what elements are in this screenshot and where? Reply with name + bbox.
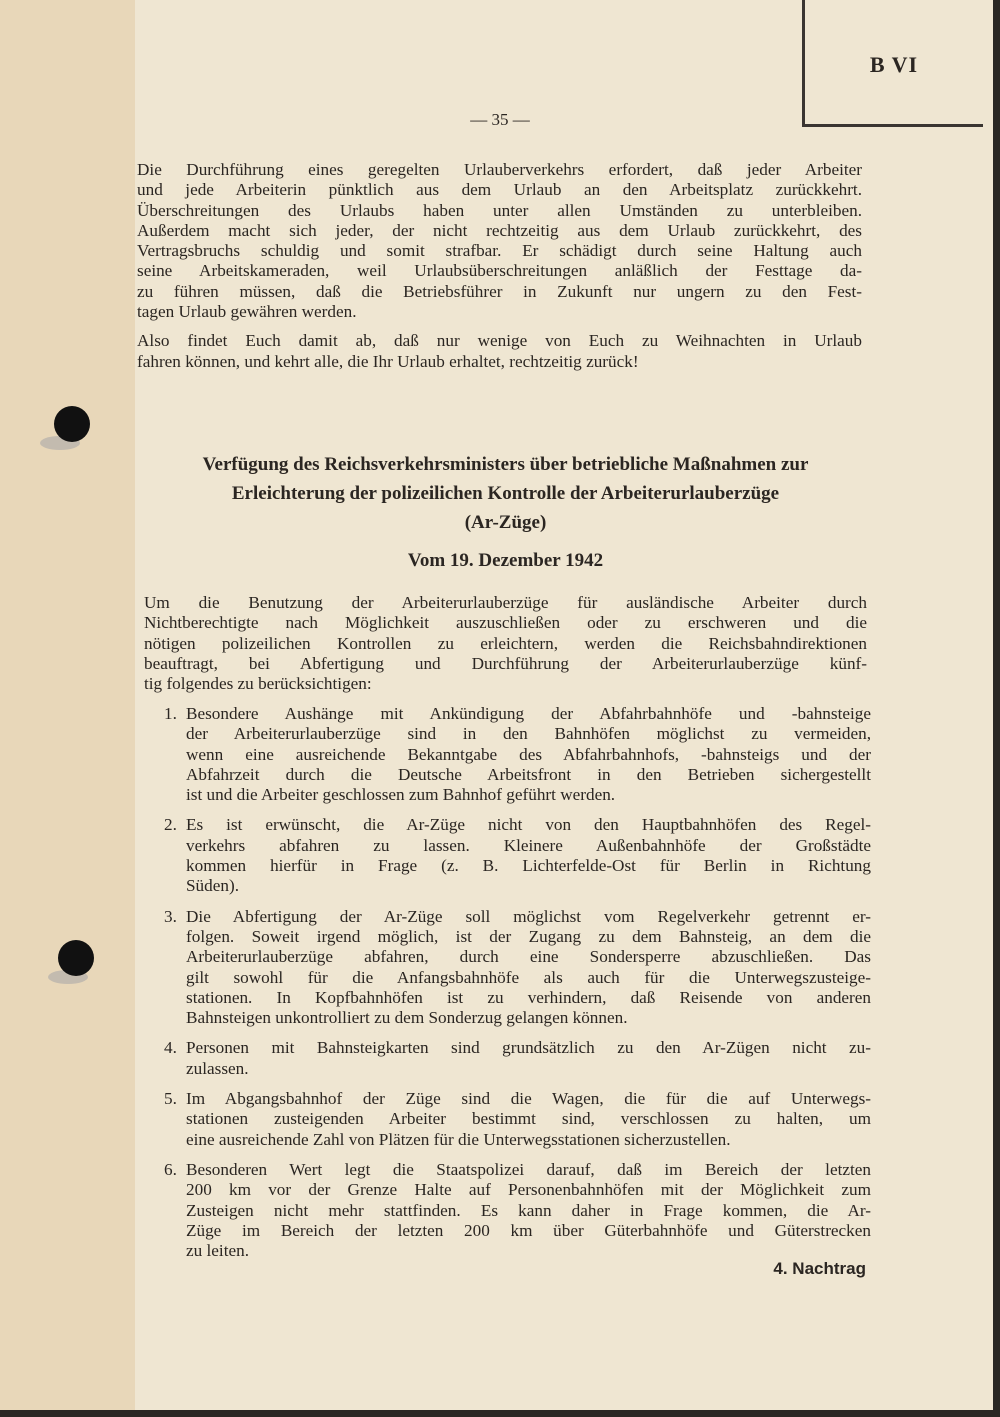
punch-hole	[54, 406, 90, 442]
list-item	[164, 1038, 871, 1079]
text-line: eine ausreichende Zahl von Plätzen für die Unterwegsstationen sicherzustellen.	[186, 1129, 731, 1149]
page-margin-strip	[0, 0, 135, 1410]
text-line: Also findet Euch damit ab, daß nur wenige von Euch zu Weihnachten in Urlaub	[137, 331, 862, 351]
text-line: der Arbeiterurlauberzüge sind in den Bahnhöfen möglichst zu vermeiden,	[186, 724, 871, 744]
text-line: ist und die Arbeiter geschlossen zum Bahnhof geführt werden.	[186, 785, 616, 805]
text-line: Es ist erwünscht, die Ar-Züge nicht von den Hauptbahnhöfen des Regel-	[186, 815, 871, 835]
text-line: stationen zusteigenden Arbeiter bestimmt sind, verschlossen zu halten, um	[186, 1109, 871, 1129]
text-line: verkehrs abfahren zu lassen. Kleinere Außenbahnhöfe der Großstädte	[186, 835, 871, 855]
title-line: Verfügung des Reichsverkehrsministers über betriebliche Maßnahmen zur	[202, 454, 809, 475]
text-line: Nichtberechtigte nach Möglichkeit auszuschließen oder zu erschweren und die	[144, 613, 867, 633]
text-line: Besonderen Wert legt die Staatspolizei darauf, daß im Bereich der letzten	[186, 1159, 871, 1179]
text-line: wenn eine ausreichende Bekanntgabe des Abfahrbahnhofs, -bahnsteigs und der	[186, 744, 871, 764]
text-line: zu führen müssen, daß die Betriebsführer in Zukunft nur ungern zu den Fest-	[137, 281, 862, 301]
text-line: gilt sowohl für die Anfangsbahnhöfe als auch für die Unterwegszusteige-	[186, 967, 871, 987]
list-item	[164, 1089, 871, 1150]
text-line: Arbeiterurlauberzüge abfahren, durch eine Sondersperre abzuschließen. Das	[186, 947, 871, 967]
text-line: seine Arbeitskameraden, weil Urlaubsüberschreitungen anläßlich der Festtage da-	[137, 261, 862, 281]
paragraph	[137, 160, 862, 322]
text-line: Um die Benutzung der Arbeiterurlauberzüge für ausländische Arbeiter durch	[144, 593, 867, 612]
text-line: fahren können, und kehrt alle, die Ihr Urlaub erhaltet, rechtzeitig zurück!	[137, 351, 639, 371]
decree-date: Vom 19. Dezember 1942	[407, 550, 604, 571]
preamble-text	[144, 593, 867, 694]
text-line: beauftragt, bei Abfertigung und Durchführung der Arbeiterurlauberzüge künf-	[144, 653, 867, 673]
text-line: zu leiten.	[186, 1241, 249, 1261]
list-item-number: 5.	[164, 1089, 177, 1109]
page-number: — 35 —	[470, 110, 530, 129]
section-label: B VI	[869, 52, 919, 77]
list-item-number: 3.	[164, 906, 177, 926]
text-line: Zusteigen nicht mehr stattfinden. Es kann daher in Frage kommen, die Ar-	[186, 1200, 871, 1220]
text-line: Besondere Aushänge mit Ankündigung der Abfahrbahnhöfe und -bahnsteige	[186, 704, 871, 723]
text-line: Die Abfertigung der Ar-Züge soll möglichst vom Regelverkehr getrennt er-	[186, 906, 871, 926]
decree-title	[138, 450, 873, 537]
text-line: Im Abgangsbahnhof der Züge sind die Wagen, die für die auf Unterwegs-	[186, 1089, 871, 1109]
text-line: tig folgendes zu berücksichtigen:	[144, 674, 372, 694]
list-item	[164, 906, 871, 1029]
list-item-number: 6.	[164, 1159, 177, 1179]
text-line: Personen mit Bahnsteigkarten sind grundsätzlich zu den Ar-Zügen nicht zu-	[186, 1038, 871, 1058]
list-item-number: 2.	[164, 815, 177, 835]
text-line: Vertragsbruchs schuldig und somit strafbar. Er schädigt durch seine Haltung auch	[137, 241, 862, 261]
text-line: und jede Arbeiterin pünktlich aus dem Urlaub an den Arbeitsplatz zurückkehrt.	[137, 180, 862, 200]
text-line: Außerdem macht sich jeder, der nicht rechtzeitig aus dem Urlaub zurückkehrt, des	[137, 220, 862, 240]
text-line: stationen. In Kopfbahnhöfen ist zu verhindern, daß Reisende von anderen	[186, 987, 871, 1007]
section-label-box	[802, 0, 983, 127]
text-line: zulassen.	[186, 1058, 249, 1078]
text-line: Züge im Bereich der letzten 200 km über Güterbahnhöfe und Güterstrecken	[186, 1220, 871, 1240]
list-item-number: 4.	[164, 1038, 177, 1058]
list-item-number: 1.	[164, 704, 177, 723]
punch-hole	[58, 940, 94, 976]
list-item	[164, 1159, 871, 1261]
text-line: tagen Urlaub gewähren werden.	[137, 302, 357, 322]
text-line: Überschreitungen des Urlaubs haben unter allen Umständen zu unterbleiben.	[137, 200, 862, 220]
text-line: 200 km vor der Grenze Halte auf Personenbahnhöfen mit der Möglichkeit zum	[186, 1180, 871, 1200]
text-line: nötigen polizeilichen Kontrollen zu erleichtern, werden die Reichsbahndirektionen	[144, 633, 867, 653]
list-item	[164, 704, 871, 805]
text-line: Süden).	[186, 876, 239, 896]
text-line: Bahnsteigen unkontrolliert zu dem Sonderzug gelangen können.	[186, 1008, 628, 1028]
title-line: (Ar-Züge)	[464, 512, 547, 533]
list-item	[164, 815, 871, 896]
text-line: Abfahrzeit durch die Deutsche Arbeitsfront in den Betrieben sichergestellt	[186, 764, 871, 784]
text-line: Die Durchführung eines geregelten Urlauberverkehrs erfordert, daß jeder Arbeiter	[137, 160, 862, 179]
numbered-list	[164, 704, 871, 1271]
text-line: kommen hierfür in Frage (z. B. Lichterfelde-Ost für Berlin in Richtung	[186, 856, 871, 876]
footer-supplement-label: 4. Nachtrag	[773, 1259, 866, 1278]
text-line: folgen. Soweit irgend möglich, ist der Zugang zu dem Bahnsteig, an dem die	[186, 926, 871, 946]
title-line: Erleichterung der polizeilichen Kontrolle der Arbeiterurlauberzüge	[231, 483, 780, 504]
paragraph	[137, 331, 862, 372]
intro-text	[137, 160, 862, 381]
